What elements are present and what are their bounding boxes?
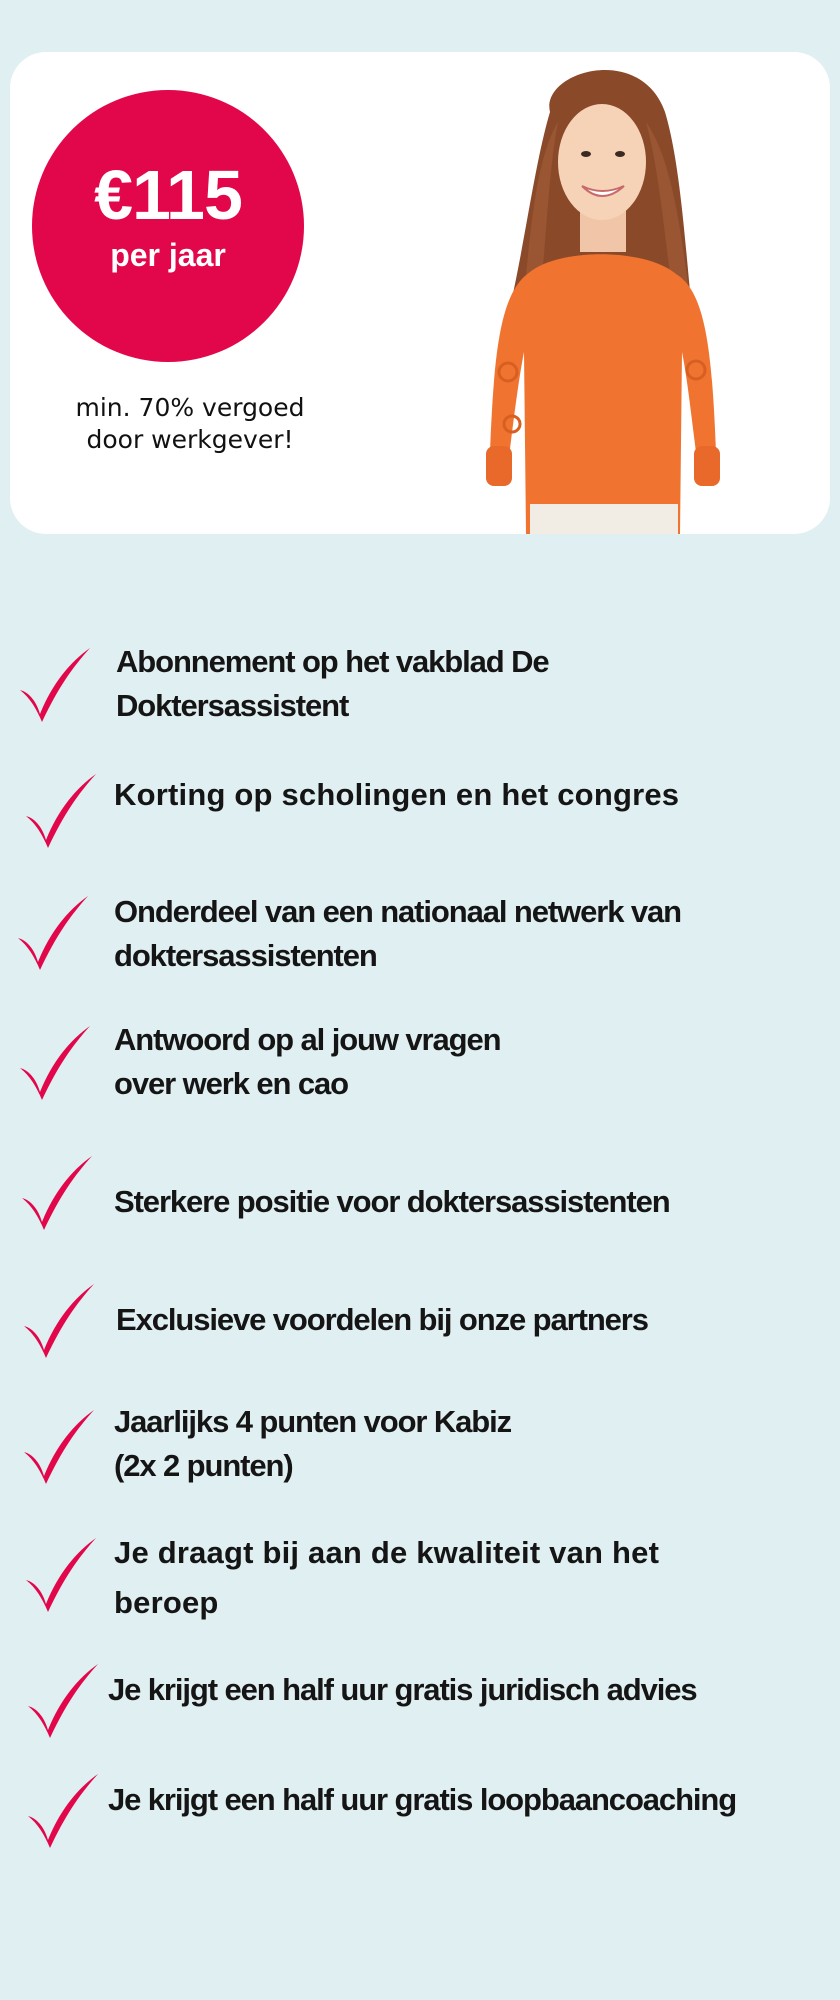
price-period: per jaar xyxy=(110,237,226,273)
benefit-text: Onderdeel van een nationaal netwerk van doktersassistenten xyxy=(114,894,681,973)
checkmark-icon xyxy=(14,646,94,726)
checkmark-icon xyxy=(18,1282,98,1362)
benefit-text: Antwoord op al jouw vragen over werk en cao xyxy=(114,1022,501,1101)
employer-contribution-note xyxy=(30,392,350,456)
benefit-text: Je draagt bij aan de kwaliteit van het beroep xyxy=(114,1535,660,1620)
price-badge xyxy=(32,90,304,362)
checkmark-icon xyxy=(12,894,92,974)
checkmark-icon xyxy=(18,1408,98,1488)
checkmark-icon xyxy=(14,1024,94,1104)
benefit-text: Exclusieve voordelen bij onze partners xyxy=(116,1302,648,1337)
person-photo xyxy=(430,52,750,534)
checkmark-icon xyxy=(20,772,100,852)
benefit-text: Jaarlijks 4 punten voor Kabiz (2x 2 punten) xyxy=(114,1404,512,1483)
benefit-text: Je krijgt een half uur gratis loopbaancoaching xyxy=(108,1782,737,1817)
employer-note-line-1: min. 70% vergoed xyxy=(75,393,305,422)
checkmark-icon xyxy=(22,1772,102,1852)
checkmark-icon xyxy=(22,1662,102,1742)
benefit-text: Je krijgt een half uur gratis juridisch advies xyxy=(108,1672,697,1707)
checkmark-icon xyxy=(16,1154,96,1234)
employer-note-line-2: door werkgever! xyxy=(86,425,294,454)
price-amount: €115 xyxy=(94,156,242,234)
benefit-text: Korting op scholingen en het congres xyxy=(114,777,680,812)
benefit-text: Sterkere positie voor doktersassistenten xyxy=(114,1184,670,1219)
checkmark-icon xyxy=(20,1536,100,1616)
hero-card xyxy=(10,52,830,534)
benefit-text: Abonnement op het vakblad De Doktersassistent xyxy=(116,644,549,723)
